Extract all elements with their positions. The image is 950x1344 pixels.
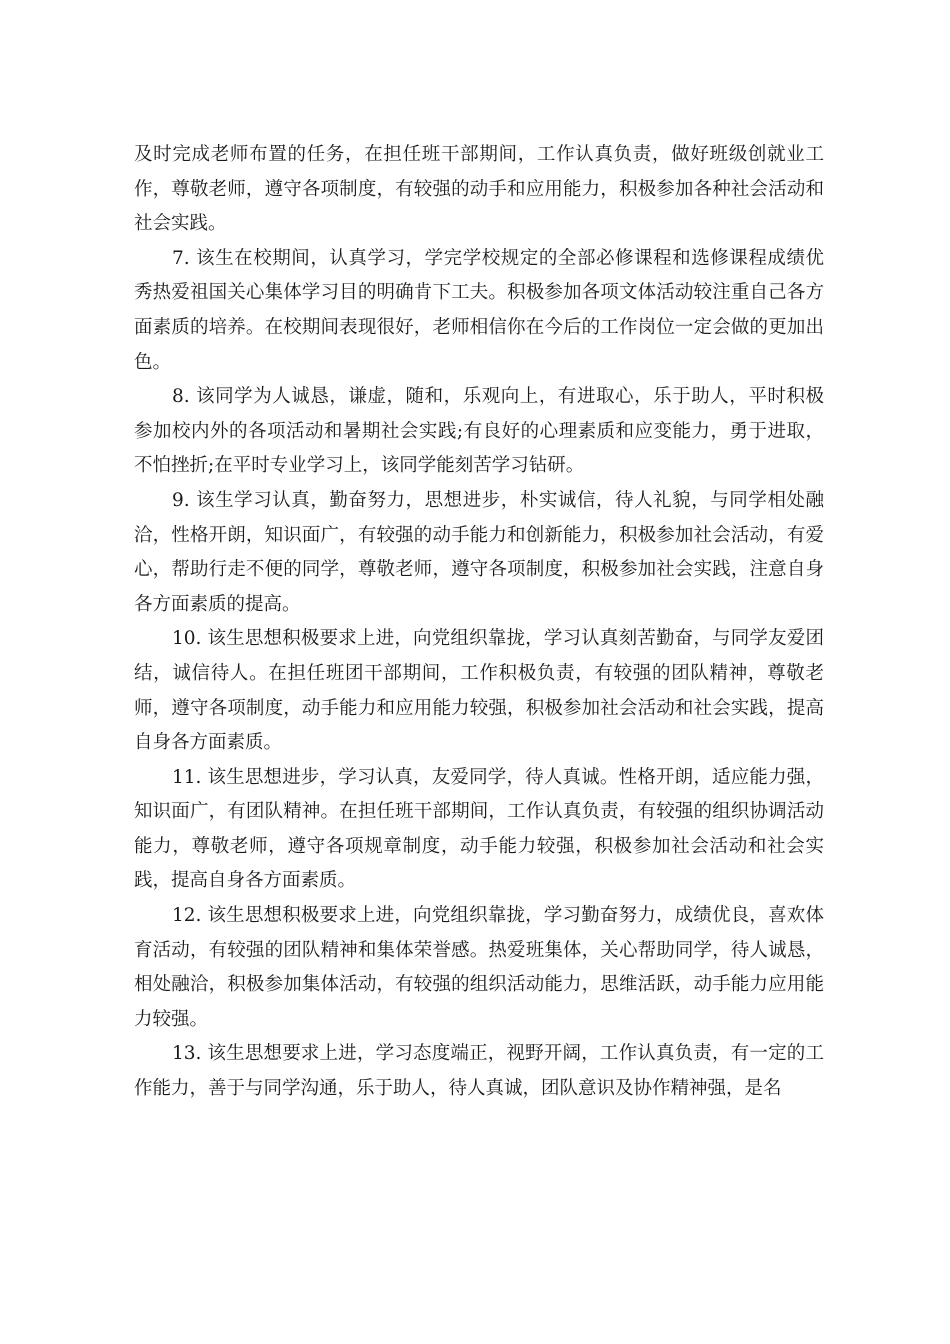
- paragraph-item-12: 12. 该生思想积极要求上进，向党组织靠拢，学习勤奋努力，成绩优良，喜欢体育活动，有较强的团队精神和集体荣誉感。热爱班集体，关心帮助同学，待人诚恳，相处融洽，积极参加集体活动，有较强的组织活动能力，思维活跃，动手能力应用能力较强。: [134, 905, 824, 1030]
- paragraph-item-10: 10. 该生思想积极要求上进，向党组织靠拢，学习认真刻苦勤奋，与同学友爱团结，诚信待人。在担任班团干部期间，工作积极负责，有较强的团队精神，尊敬老师，遵守各项制度，动手能力和应用能力较强，积极参加社会活动和社会实践，提高自身各方面素质。: [134, 628, 824, 754]
- paragraph-item-11: 11. 该生思想进步，学习认真，友爱同学，待人真诚。性格开朗，适应能力强，知识面广，有团队精神。在担任班干部期间，工作认真负责，有较强的组织协调活动能力，尊敬老师，遵守各项规章制度，动手能力较强，积极参加社会活动和社会实践，提高自身各方面素质。: [134, 766, 824, 892]
- paragraph-item-8: 8. 该同学为人诚恳，谦虚，随和，乐观向上，有进取心，乐于助人，平时积极参加校内外的各项活动和暑期社会实践;有良好的心理素质和应变能力，勇于进取，不怕挫折;在平时专业学习上，该同学能刻苦学习钻研。: [134, 386, 824, 477]
- paragraph-item-13: 13. 该生思想要求上进，学习态度端正，视野开阔，工作认真负责，有一定的工作能力，善于与同学沟通，乐于助人，待人真诚，团队意识及协作精神强，是名: [134, 1043, 824, 1100]
- document-body: [134, 138, 824, 1107]
- paragraph-continuation: 及时完成老师布置的任务，在担任班干部期间，工作认真负责，做好班级创就业工作，尊敬老师，遵守各项制度，有较强的动手和应用能力，积极参加各种社会活动和社会实践。: [134, 144, 824, 235]
- paragraph-item-7: 7. 该生在校期间，认真学习，学完学校规定的全部必修课程和选修课程成绩优秀热爱祖国关心集体学习目的明确肯下工夫。积极参加各项文体活动较注重自己各方面素质的培养。在校期间表现很好，老师相信你在今后的工作岗位一定会做的更加出色。: [134, 247, 824, 373]
- paragraph-item-9: 9. 该生学习认真，勤奋努力，思想进步，朴实诚信，待人礼貌，与同学相处融洽，性格开朗，知识面广，有较强的动手能力和创新能力，积极参加社会活动，有爱心，帮助行走不便的同学，尊敬老师，遵守各项制度，积极参加社会实践，注意自身各方面素质的提高。: [134, 489, 824, 615]
